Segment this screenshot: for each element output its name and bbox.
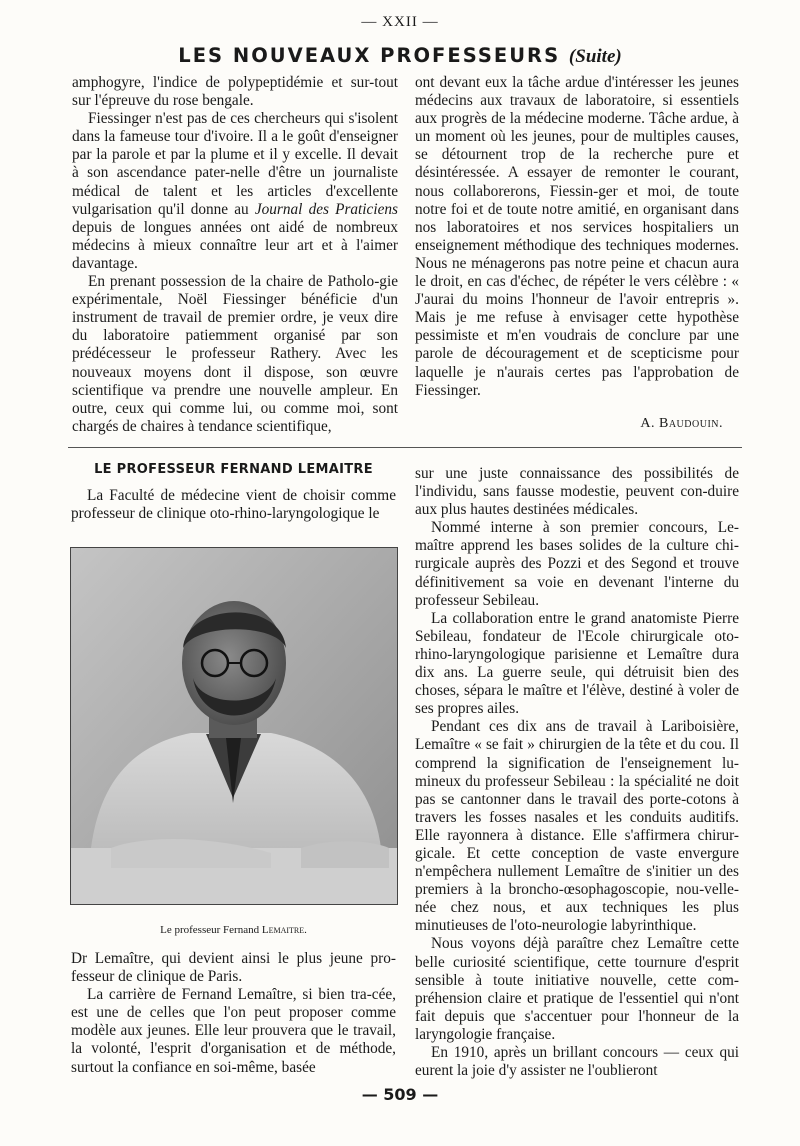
paragraph: amphogyre, l'indice de polypeptidémie et sur-tout sur l'épreuve du rose bengale.	[72, 74, 398, 110]
paragraph: En 1910, après un brillant concours — ceux qui eurent la joie d'y assister ne l'oublieront	[415, 1044, 739, 1080]
photo-caption	[71, 924, 396, 936]
paragraph	[72, 110, 398, 273]
article-right-column	[415, 465, 739, 1080]
author-signature	[415, 416, 723, 432]
portrait-illustration	[71, 548, 397, 904]
paragraph: La carrière de Fernand Lemaître, si bien tra-cée, est une de celles que l'on peut proposer comme modèle aux jeunes. Elle leur prouvera que le travail, la volonté, l'esprit d'organisation et de méthode, surtout la confiance en soi-même, basée	[71, 986, 396, 1076]
paragraph: La collaboration entre le grand anatomiste Pierre Sebileau, fondateur de l'Ecole chirurgicale oto-rhino-laryngologique parisienne et Lemaître dura dix ans. La guerre seule, qui détruisit bien des choses, sépara le maître et l'élève, destiné à voler de ses propres ailes.	[415, 609, 739, 718]
paragraph: ont devant eux la tâche ardue d'intéresser les jeunes médecins aux travaux de laboratoire, si essentiels aux progrès de la médecine moderne. Tâche ardue, à un moment où les jeunes, pour de multiples causes, se détournent trop de la recherche pure et désintéressée. A essayer de remonter le courant, nous collaborerons, Fiessin-ger et moi, de toute notre foi et de toute notre amitié, en organisant dans nos laboratoires et nos services hospitaliers un enseignement méthodique des techniques modernes. Nous ne ménagerons pas notre peine et chacun aura le droit, en cas d'échec, de répéter le vers célèbre : « J'aurai du moins l'honneur de l'avoir entrepris ». Mais je me refuse à envisager cette hypothèse pessimiste et m'en voudrais de conclure par une parole de découragement et de scepticisme pour laquelle je n'aurais certes pas l'approbation de Fiessinger.	[415, 74, 739, 399]
signature-initial: A.	[640, 416, 655, 431]
running-title	[0, 44, 800, 68]
article-title: LE PROFESSEUR FERNAND LEMAITRE	[94, 462, 373, 477]
page-number: — 509 —	[361, 1085, 439, 1104]
previous-article-left-column	[72, 74, 398, 436]
paragraph: sur une juste connaissance des possibilités de l'individu, sans fausse modestie, peuvent con-duire aux plus hautes destinées médicales.	[415, 465, 739, 519]
article-separator	[68, 447, 742, 448]
paragraph: Pendant ces dix ans de travail à Lariboisière, Lemaître « se fait » chirurgien de la tête et du cou. Il comprend la signification de l'enseignement lu-mineux du professeur Sebileau : la spécialité ne doit pas se cantonner dans le travail des porte-cotons à travers les fosses nasales et les conduits auditifs. Elle rayonnera à distance. Elle s'affirmera chirur-gicale. Et cette conception de vaste envergure n'empêchera nullement Lemaître de s'initier un des premiers à la broncho-œsophagoscopie, nou-velle-née chez nous, et aux techniques les plus minutieuses de l'oto-neurologie labyrinthique.	[415, 718, 739, 935]
running-title-suffix: (Suite)	[568, 46, 622, 67]
journal-title: Journal des Praticiens	[254, 200, 398, 218]
caption-name: Lemaitre.	[261, 924, 307, 936]
paragraph: Dr Lemaître, qui devient ainsi le plus jeune pro-fesseur de clinique de Paris.	[71, 950, 396, 986]
article-intro	[71, 487, 396, 523]
previous-article-right-column	[415, 74, 739, 400]
page-roman-numeral: — XXII —	[361, 14, 439, 30]
article-bottom-left-column	[71, 950, 396, 1077]
paragraph-text: depuis de longues années ont aidé de nombreux médecins à mieux connaître leur art et à l'aimer davantage.	[72, 218, 398, 272]
running-title-text: LES NOUVEAUX PROFESSEURS	[178, 44, 561, 67]
paragraph: Nommé interne à son premier concours, Le-maître apprend les bases solides de la culture chi-rurgicale auprès des Pozzi et des Segond et trouve définitivement sa voie en devenant l'interne du professeur Sebileau.	[415, 519, 739, 609]
portrait-photo	[70, 547, 398, 905]
paragraph: En prenant possession de la chaire de Patholo-gie expérimentale, Noël Fiessinger bénéficie d'un instrument de travail de premier ordre, je veux dire du laboratoire patiemment organisé par son prédécesseur le professeur Rathery. Avec les nouveaux moyens dont il dispose, son œuvre scientifique va prendre une nouvelle ampleur. En outre, ceux qui comme lui, ou comme moi, sont chargés de chaires à tendance scientifique,	[72, 273, 398, 435]
paragraph: La Faculté de médecine vient de choisir comme professeur de clinique oto-rhino-laryngologique le	[71, 487, 396, 523]
signature-name: Baudouin.	[659, 416, 723, 431]
caption-text: Le professeur Fernand	[160, 924, 260, 936]
paragraph-text: Fiessinger n'est pas de ces chercheurs qui s'isolent dans la fameuse tour d'ivoire. Il a le goût d'enseigner par la parole et par la plume et il y excelle. Il devait à son ascendance pater-nelle d'être un journaliste médical de talent et les articles d'excellente vulgarisation qu'il donne au	[72, 110, 398, 218]
paragraph: Nous voyons déjà paraître chez Lemaître cette belle curiosité scientifique, cette tournure d'esprit sensible à toute initiative nouvelle, cette com-préhension claire et pratique de l'essentiel qui n'ont fait depuis que s'accentuer pour l'honneur de la laryngologie française.	[415, 935, 739, 1043]
